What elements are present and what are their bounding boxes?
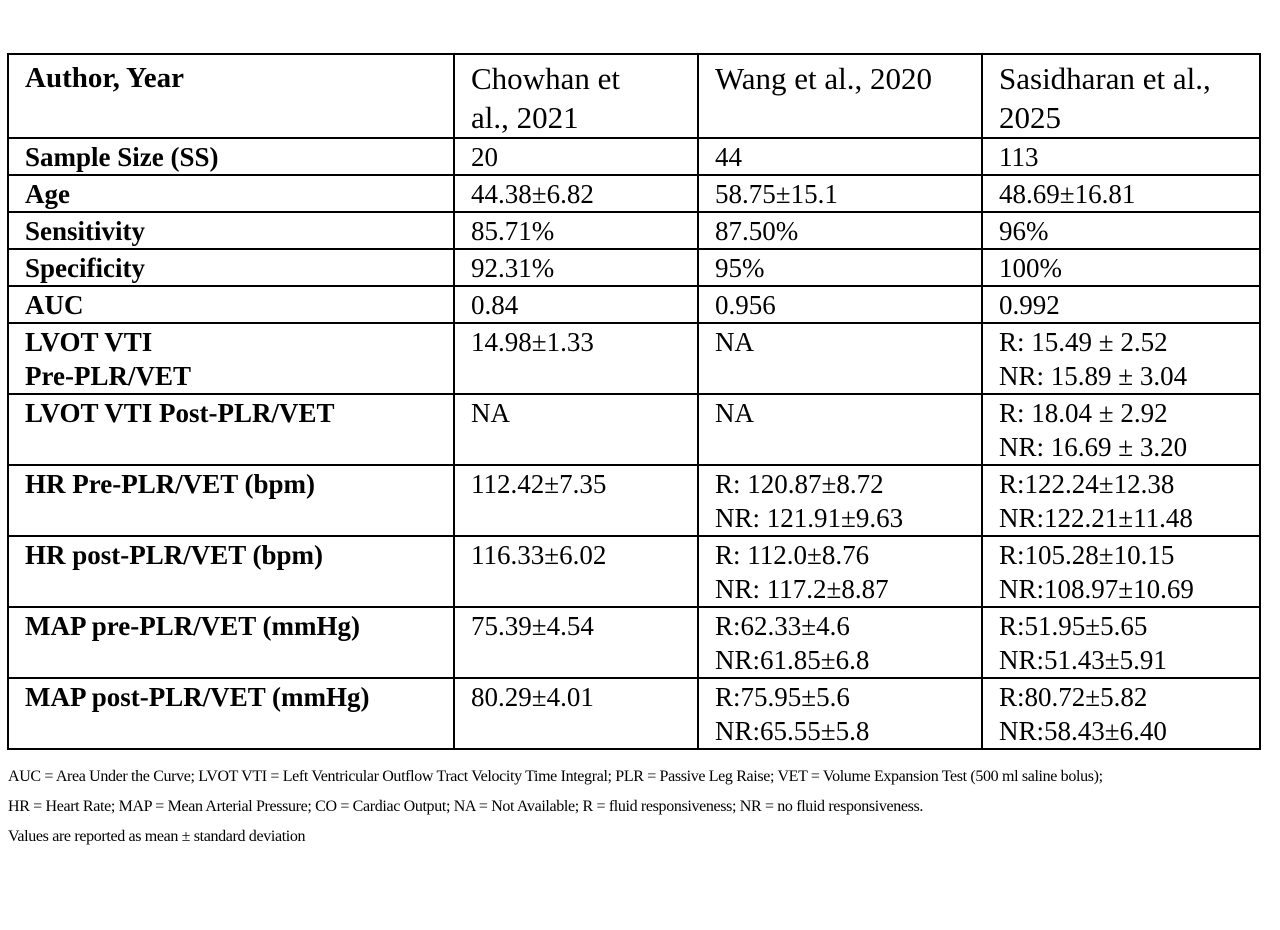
cell-value-line: R:105.28±10.15 [999, 540, 1175, 570]
comparison-table [7, 53, 1261, 750]
cell-value-line: 44.38±6.82 [471, 179, 594, 209]
cell-value-line: 0.84 [471, 290, 519, 320]
table-cell [454, 286, 698, 323]
cell-value-line: NR:108.97±10.69 [999, 574, 1194, 604]
cell-value-line: NR: 121.91±9.63 [715, 503, 904, 533]
row-label-line: MAP pre-PLR/VET (mmHg) [25, 611, 360, 641]
footnote-abbreviations-1: AUC = Area Under the Curve; LVOT VTI = Left Ventricular Outflow Tract Velocity Time Integral; PLR = Passive Leg Raise; VET = Volume Expansion Test (500 ml saline bolus); [8, 768, 1103, 785]
cell-value-line: 58.75±15.1 [715, 179, 838, 209]
cell-value-line: 85.71% [471, 216, 555, 246]
table-cell [698, 175, 982, 212]
header-label: Author, Year [25, 62, 184, 94]
footnote-abbreviations-2: HR = Heart Rate; MAP = Mean Arterial Pressure; CO = Cardiac Output; NA = Not Available; R = fluid responsiveness; NR = no fluid responsiveness. [8, 798, 924, 815]
table-cell [698, 138, 982, 175]
table-cell [982, 286, 1260, 323]
row-label-cell [8, 678, 454, 749]
row-label-cell [8, 286, 454, 323]
table-row [8, 249, 1260, 286]
cell-value-line: NR:122.21±11.48 [999, 503, 1193, 533]
table-row [8, 138, 1260, 175]
cell-value-line: 116.33±6.02 [471, 540, 607, 570]
cell-value-line: 95% [715, 253, 765, 283]
table-cell [454, 175, 698, 212]
cell-value-line: R:80.72±5.82 [999, 682, 1148, 712]
cell-value-line: NR: 16.69 ± 3.20 [999, 432, 1188, 462]
row-label-line: LVOT VTI [25, 327, 153, 357]
row-label-cell [8, 607, 454, 678]
cell-value-line: NA [715, 327, 754, 357]
cell-value-line: 48.69±16.81 [999, 179, 1136, 209]
row-label-line: Sensitivity [25, 216, 146, 246]
row-label-cell [8, 536, 454, 607]
table-cell [982, 212, 1260, 249]
cell-value-line: R:62.33±4.6 [715, 611, 850, 641]
table-cell [698, 465, 982, 536]
table-cell [454, 394, 698, 465]
table-cell [454, 607, 698, 678]
table-row [8, 286, 1260, 323]
table-row [8, 394, 1260, 465]
table-cell [982, 394, 1260, 465]
cell-value-line: 96% [999, 216, 1049, 246]
cell-value-line: NR:65.55±5.8 [715, 716, 870, 746]
cell-value-line: 14.98±1.33 [471, 327, 594, 357]
table-cell [982, 607, 1260, 678]
table-cell [698, 249, 982, 286]
header-line: Chowhan et [471, 61, 620, 96]
table-cell [982, 536, 1260, 607]
table-cell [454, 249, 698, 286]
row-label-cell [8, 175, 454, 212]
row-label-line: LVOT VTI Post-PLR/VET [25, 398, 335, 428]
row-label-cell [8, 465, 454, 536]
cell-value-line: NR:61.85±6.8 [715, 645, 870, 675]
header-line: Sasidharan et al., [999, 61, 1211, 96]
table-cell [698, 678, 982, 749]
row-label-line: MAP post-PLR/VET (mmHg) [25, 682, 370, 712]
cell-value-line: NA [715, 398, 754, 428]
header-cell-author-year [8, 54, 454, 138]
table-cell [454, 323, 698, 394]
row-label-cell [8, 138, 454, 175]
cell-value-line: NR: 15.89 ± 3.04 [999, 361, 1188, 391]
table-row [8, 323, 1260, 394]
header-line: Wang et al., 2020 [715, 61, 933, 96]
header-cell-sasidharan [982, 54, 1260, 138]
table-cell [454, 138, 698, 175]
table-row [8, 607, 1260, 678]
cell-value-line: NR:51.43±5.91 [999, 645, 1167, 675]
cell-value-line: 0.956 [715, 290, 776, 320]
table-row [8, 212, 1260, 249]
cell-value-line: NA [471, 398, 510, 428]
table-cell [698, 323, 982, 394]
table-cell [454, 678, 698, 749]
table-cell [982, 323, 1260, 394]
cell-value-line: R:122.24±12.38 [999, 469, 1175, 499]
cell-value-line: 112.42±7.35 [471, 469, 607, 499]
header-cell-wang [698, 54, 982, 138]
cell-value-line: 92.31% [471, 253, 555, 283]
header-cell-chowhan [454, 54, 698, 138]
table-cell [982, 678, 1260, 749]
cell-value-line: NR: 117.2±8.87 [715, 574, 889, 604]
table-cell [698, 536, 982, 607]
cell-value-line: NR:58.43±6.40 [999, 716, 1167, 746]
cell-value-line: 44 [715, 142, 742, 172]
table-cell [982, 138, 1260, 175]
table-cell [698, 607, 982, 678]
row-label-cell [8, 323, 454, 394]
cell-value-line: R:75.95±5.6 [715, 682, 850, 712]
table-cell [982, 175, 1260, 212]
cell-value-line: R: 112.0±8.76 [715, 540, 870, 570]
cell-value-line: 80.29±4.01 [471, 682, 594, 712]
table-row [8, 175, 1260, 212]
cell-value-line: 100% [999, 253, 1062, 283]
table-cell [982, 249, 1260, 286]
table-row [8, 536, 1260, 607]
row-label-line: AUC [25, 290, 84, 320]
cell-value-line: 87.50% [715, 216, 799, 246]
table-cell [982, 465, 1260, 536]
row-label-cell [8, 394, 454, 465]
table-cell [698, 394, 982, 465]
table-cell [454, 212, 698, 249]
table-header-row [8, 54, 1260, 138]
cell-value-line: 113 [999, 142, 1039, 172]
table-body [8, 54, 1260, 749]
table-cell [698, 212, 982, 249]
row-label-line: HR post-PLR/VET (bpm) [25, 540, 324, 570]
header-line: al., 2021 [471, 100, 579, 135]
table-row [8, 678, 1260, 749]
row-label-cell [8, 212, 454, 249]
cell-value-line: R:51.95±5.65 [999, 611, 1148, 641]
row-label-line: HR Pre-PLR/VET (bpm) [25, 469, 315, 499]
footnote-values-note: Values are reported as mean ± standard deviation [8, 828, 306, 845]
row-label-cell [8, 249, 454, 286]
cell-value-line: 75.39±4.54 [471, 611, 594, 641]
cell-value-line: R: 120.87±8.72 [715, 469, 884, 499]
row-label-line: Specificity [25, 253, 145, 283]
cell-value-line: 20 [471, 142, 498, 172]
table-cell [454, 465, 698, 536]
cell-value-line: R: 18.04 ± 2.92 [999, 398, 1168, 428]
header-line: 2025 [999, 100, 1061, 135]
row-label-line: Age [25, 179, 70, 209]
row-label-line: Sample Size (SS) [25, 142, 219, 172]
cell-value-line: R: 15.49 ± 2.52 [999, 327, 1168, 357]
cell-value-line: 0.992 [999, 290, 1060, 320]
table-cell [454, 536, 698, 607]
table-cell [698, 286, 982, 323]
row-label-line: Pre-PLR/VET [25, 361, 191, 391]
table-row [8, 465, 1260, 536]
table-footnotes [8, 762, 1272, 852]
